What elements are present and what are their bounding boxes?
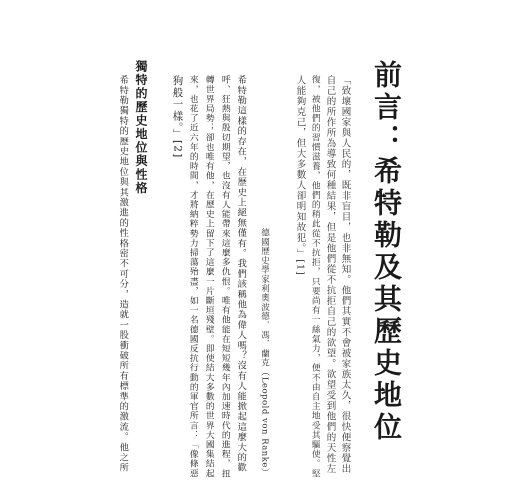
epigraph-line: 自己的所作所為導致何種結果，但是他們從不抗拒自己的欲望。欲望受到他們的天性左 — [324, 75, 336, 474]
epigraph-line: 人能夠克己，但大多數人卻明知故犯。」[1] — [294, 75, 306, 276]
attribution-end: ） — [259, 467, 270, 478]
body-line: 希特勒獨特的歷史地位與其激進的性格密不可分，造就一股衝破所有標準的激流。他之所 — [117, 75, 129, 473]
epigraph-line: 「致壞國家與人民的，既非盲目，也非無知。他們其實不會被家族太久，很快便察覺出 — [339, 75, 351, 474]
chapter-title: 前言：希特勒及其歷史地位 — [370, 60, 403, 444]
section-subheading: 獨特的歷史地位與性格 — [134, 60, 148, 195]
body-line: 呼、狂熱與殷切期望，也沒有人能帶來這麼多仇恨。唯有他能在短短幾年內加速時代的進程，扭 — [219, 75, 230, 479]
attribution-text: 德國歷史學家利奧波德．馮．蘭克（ — [259, 228, 270, 377]
attribution-latin-name: Leopold von Ranke — [259, 376, 270, 468]
body-line: 希特勒這樣的存在，在歷史上絕無僅有。我們該稱他為偉人嗎？沒有人能掀起這麼大的歡 — [235, 75, 247, 473]
body-line: 轉世界局勢；卻也唯有他，在歷史上留下了這麼一片斷垣殘壁。即使結大多數的世界大國集結起 — [203, 75, 214, 479]
body-line: 狗般一樣。」[2] — [171, 75, 184, 159]
epigraph-attribution — [260, 228, 269, 477]
body-line: 來，也花了近六年的時間，才將納粹勢力掃蕩殆盡，如一名德國反抗行動的軍官所言：「像條惡 — [187, 75, 198, 479]
epigraph-line: 復，被他們的習慣滋養，他們的稍此從不抗拒，只要尚有一絲氣力，便不由自主地受其驅使。堅 — [309, 75, 320, 479]
